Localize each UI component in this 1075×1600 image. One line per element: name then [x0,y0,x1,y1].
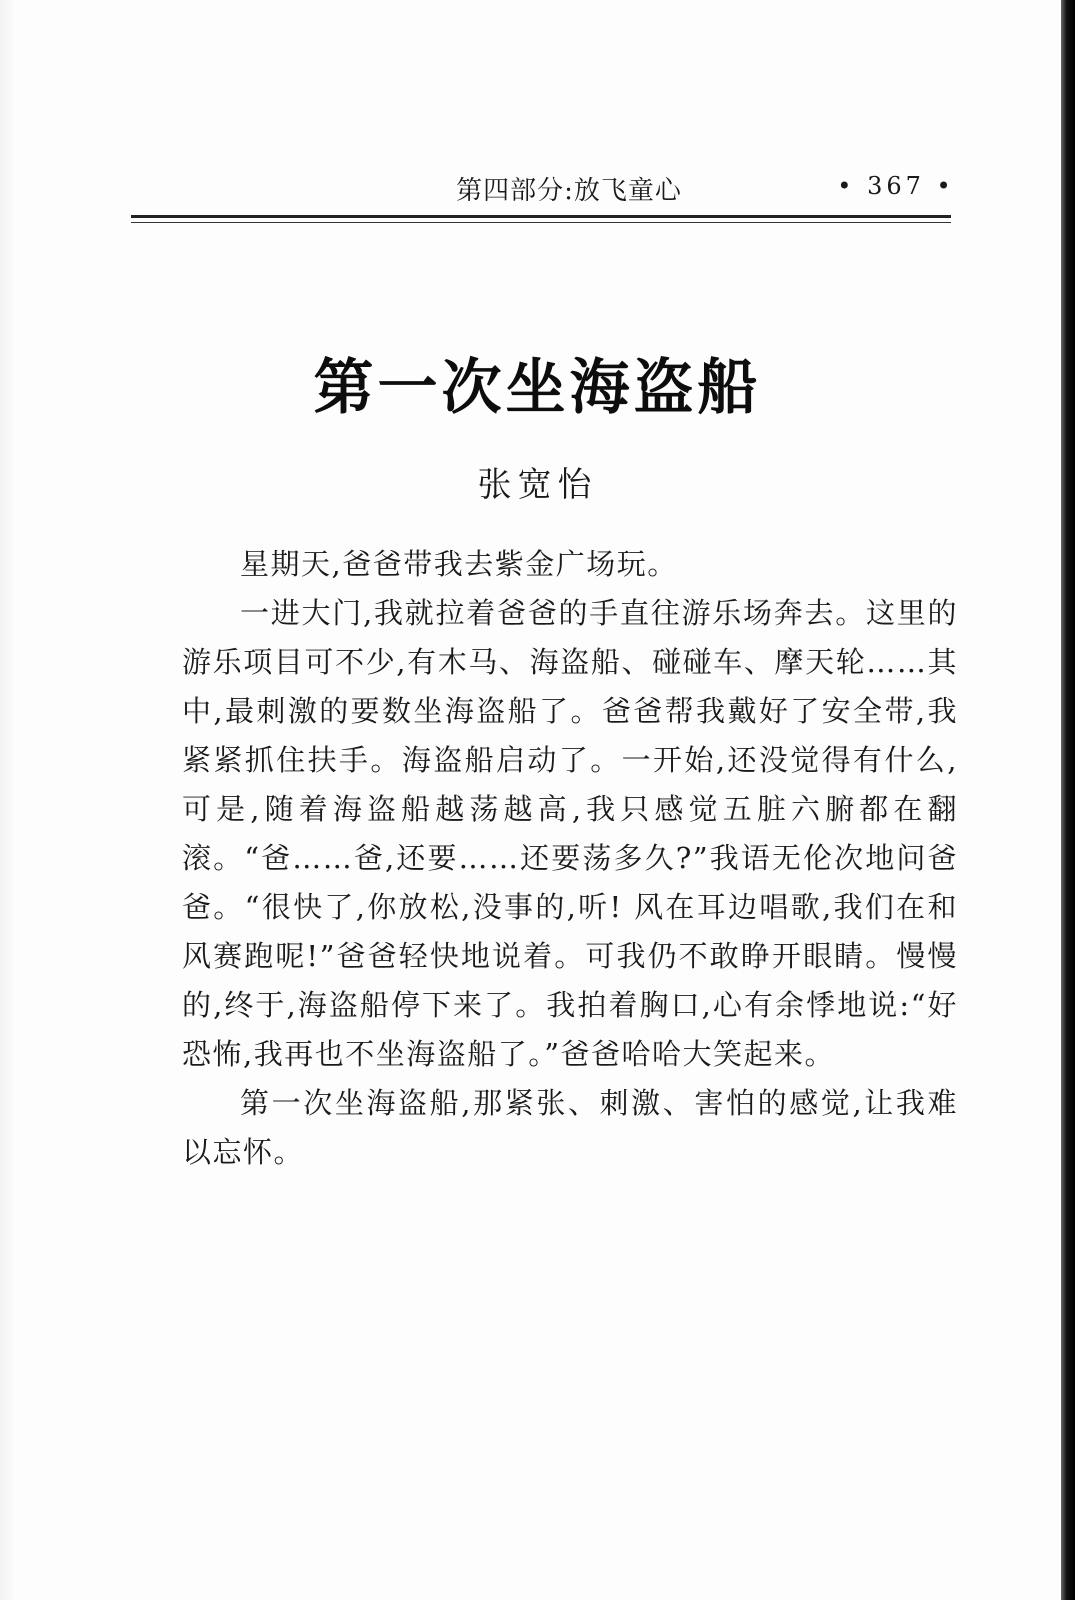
paragraph: 星期天,爸爸带我去紫金广场玩。 [240,547,678,581]
header-rule-thick [131,215,951,218]
section-title: 第四部分:放飞童心 [456,176,682,206]
scan-binding-edge [1061,0,1075,1600]
paragraph: 一进大门,我就拉着爸爸的手直往游乐场奔去。这里的游乐项目可不少,有木马、海盗船、碰碰车、摩天轮……其中,最刺激的要数坐海盗船了。爸爸帮我戴好了安全带,我紧紧抓住扶手。海盗船启动了。一开始,还没觉得有什么,可是,随着海盗船越荡越高,我只感觉五脏六腑都在翻滚。“爸……爸,还要……还要荡多久?”我语无伦次地问爸爸。“很快了,你放松,没事的,听! 风在耳边唱歌,我们在和风赛跑呢!”爸爸轻快地说着。可我仍不敢睁开眼睛。慢慢的,终于,海盗船停下来了。我拍着胸口,心有余悸地说:“好恐怖,我再也不坐海盗船了。”爸爸哈哈大笑起来。 [182,596,958,1071]
page-left-edge [0,0,13,1600]
paragraph: 第一次坐海盗船,那紧张、刺激、害怕的感觉,让我难以忘怀。 [182,1086,958,1169]
article-author: 张宽怡 [477,465,598,505]
running-header [131,170,955,210]
header-rule-thin [131,222,951,223]
page-number: • 367 • [837,172,955,200]
article-body [182,540,958,1177]
article-title: 第一次坐海盗船 [313,353,762,423]
